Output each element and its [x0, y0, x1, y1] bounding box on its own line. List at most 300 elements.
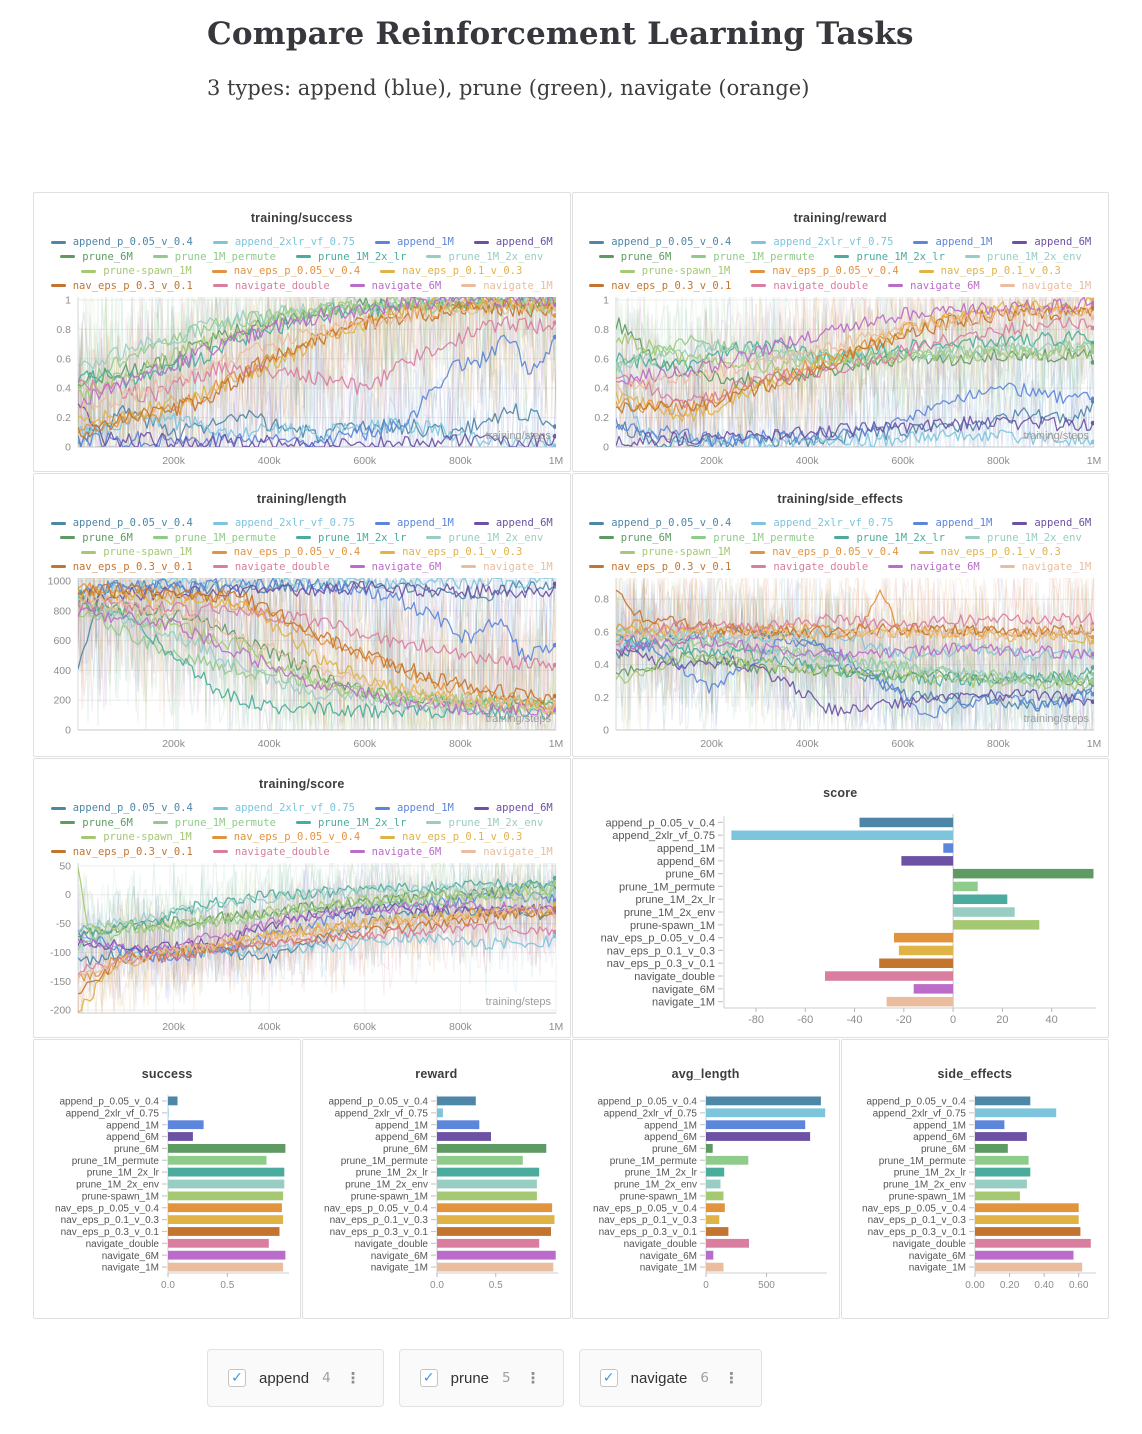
svg-text:0.8: 0.8 [594, 593, 610, 606]
legend-item: prune_6M [599, 532, 672, 544]
chart-canvas-training-reward[interactable] [573, 293, 1109, 472]
svg-text:prune_1M_2x_env: prune_1M_2x_env [345, 1179, 428, 1191]
svg-text:prune_1M_2x_env: prune_1M_2x_env [75, 1179, 159, 1191]
legend-item: nav_eps_p_0.05_v_0.4 [212, 546, 360, 558]
svg-text:-100: -100 [49, 946, 71, 959]
legend-swatch-icon [888, 565, 903, 568]
svg-text:0.6: 0.6 [594, 353, 610, 366]
legend-swatch-icon [296, 536, 311, 539]
svg-text:0.20: 0.20 [1000, 1280, 1020, 1291]
legend-swatch-icon [589, 241, 604, 244]
svg-text:prune-spawn_1M: prune-spawn_1M [889, 1191, 967, 1203]
svg-text:navigate_6M: navigate_6M [101, 1250, 159, 1262]
legend-swatch-icon [474, 807, 489, 810]
svg-text:600: 600 [53, 635, 71, 648]
legend-item: prune_1M_2x_env [426, 251, 543, 263]
run-group-label: navigate [630, 1369, 688, 1387]
page-subtitle: 3 types: append (blue), prune (green), navigate (orange) [207, 76, 810, 100]
panel-avg-length [572, 1039, 840, 1319]
legend-item: navigate_6M [350, 280, 442, 292]
svg-text:1M: 1M [1086, 455, 1102, 467]
legend-item: nav_eps_p_0.05_v_0.4 [750, 265, 898, 277]
svg-text:prune_6M: prune_6M [652, 1144, 698, 1155]
panel-title: reward [415, 1067, 458, 1081]
legend-swatch-icon [750, 551, 765, 554]
svg-text:navigate_double: navigate_double [892, 1238, 967, 1250]
chart-canvas-side-effects[interactable] [842, 1087, 1108, 1299]
legend-item: navigate_6M [888, 280, 980, 292]
svg-text:append_1M: append_1M [375, 1120, 428, 1132]
legend-swatch-icon [1012, 522, 1027, 525]
svg-text:prune_6M: prune_6M [382, 1144, 428, 1155]
svg-text:prune_1M_permute: prune_1M_permute [609, 1155, 698, 1167]
svg-text:prune_1M_2x_lr: prune_1M_2x_lr [894, 1167, 967, 1179]
legend-swatch-icon [81, 270, 96, 273]
legend-item: prune_6M [60, 817, 133, 829]
svg-text:navigate_double: navigate_double [623, 1238, 698, 1250]
legend-item: append_1M [913, 236, 992, 248]
run-group-selectors [207, 1349, 1142, 1407]
chart-canvas-training-success[interactable] [34, 293, 570, 472]
svg-text:training/steps: training/steps [485, 713, 551, 725]
legend-swatch-icon [589, 284, 604, 287]
legend-swatch-icon [834, 536, 849, 539]
svg-text:0.4: 0.4 [594, 659, 610, 672]
legend-swatch-icon [153, 821, 168, 824]
legend-swatch-icon [375, 807, 390, 810]
svg-text:-80: -80 [748, 1014, 765, 1026]
legend-swatch-icon [751, 241, 766, 244]
run-group-label: append [259, 1369, 310, 1387]
svg-text:600k: 600k [891, 738, 915, 750]
legend-item: prune_1M_2x_lr [834, 532, 945, 544]
svg-text:400k: 400k [796, 455, 819, 467]
checkbox-navigate[interactable] [600, 1369, 618, 1387]
legend-swatch-icon [213, 241, 228, 244]
run-group-count: 6 [700, 1370, 709, 1386]
legend-item: append_6M [1012, 236, 1091, 248]
legend-swatch-icon [212, 836, 227, 839]
svg-text:0.8: 0.8 [594, 323, 610, 336]
svg-text:training/steps: training/steps [485, 996, 551, 1008]
svg-text:prune_1M_2x_env: prune_1M_2x_env [624, 906, 716, 919]
run-group-label: prune [450, 1369, 490, 1387]
legend-item: nav_eps_p_0.1_v_0.3 [919, 546, 1061, 558]
panel-title: score [823, 786, 858, 800]
legend-item: prune_1M_2x_env [965, 251, 1082, 263]
svg-text:training/steps: training/steps [1023, 430, 1090, 442]
svg-text:append_6M: append_6M [105, 1132, 159, 1144]
chart-canvas-success[interactable] [34, 1087, 300, 1299]
svg-text:0.5: 0.5 [488, 1280, 503, 1291]
legend-swatch-icon [51, 807, 66, 810]
svg-text:nav_eps_p_0.1_v_0.3: nav_eps_p_0.1_v_0.3 [60, 1215, 159, 1227]
svg-text:0.6: 0.6 [56, 353, 71, 366]
svg-text:0.00: 0.00 [965, 1280, 986, 1291]
legend-item: prune_6M [599, 251, 672, 263]
legend-item: prune_6M [60, 532, 133, 544]
legend-swatch-icon [1000, 284, 1015, 287]
legend-item: nav_eps_p_0.3_v_0.1 [51, 561, 193, 573]
legend-swatch-icon [620, 270, 635, 273]
legend-swatch-icon [965, 536, 980, 539]
legend-swatch-icon [375, 522, 390, 525]
legend-swatch-icon [691, 536, 706, 539]
panel-title: training/success [250, 211, 353, 225]
legend-item: prune-spawn_1M [620, 546, 731, 558]
legend-item: navigate_1M [1000, 561, 1092, 573]
legend-item: append_p_0.05_v_0.4 [589, 517, 731, 529]
panel-reward [302, 1039, 570, 1319]
legend-swatch-icon [474, 241, 489, 244]
legend-item: navigate_double [213, 280, 330, 292]
legend-item: prune_1M_permute [153, 817, 276, 829]
legend-item: prune-spawn_1M [81, 831, 192, 843]
panel-side-effects [841, 1039, 1109, 1319]
svg-text:-150: -150 [49, 975, 71, 988]
run-group-card-append[interactable] [207, 1349, 384, 1407]
legend-item: append_1M [913, 517, 992, 529]
legend-item: prune_1M_2x_env [426, 532, 543, 544]
svg-text:navigate_1M: navigate_1M [909, 1262, 967, 1274]
svg-text:nav_eps_p_0.1_v_0.3: nav_eps_p_0.1_v_0.3 [329, 1215, 428, 1227]
svg-text:prune-spawn_1M: prune-spawn_1M [630, 919, 716, 932]
legend-item: append_2xlr_vf_0.75 [213, 517, 355, 529]
legend-item: nav_eps_p_0.05_v_0.4 [212, 831, 360, 843]
legend-item: prune_1M_permute [691, 532, 814, 544]
svg-text:navigate_double: navigate_double [634, 970, 716, 983]
panel-training-success [33, 192, 571, 472]
run-group-card-navigate[interactable] [579, 1349, 762, 1407]
kebab-menu-icon[interactable] [722, 1369, 741, 1387]
legend-swatch-icon [426, 536, 441, 539]
chart-canvas-reward[interactable] [303, 1087, 569, 1299]
legend-item: nav_eps_p_0.3_v_0.1 [589, 561, 731, 573]
legend-item: append_6M [474, 802, 553, 814]
run-group-count: 5 [502, 1370, 511, 1386]
legend-swatch-icon [426, 821, 441, 824]
legend-item: append_1M [375, 517, 454, 529]
svg-text:400k: 400k [257, 455, 281, 467]
legend-swatch-icon [212, 551, 227, 554]
svg-text:800k: 800k [448, 1021, 472, 1033]
svg-text:nav_eps_p_0.3_v_0.1: nav_eps_p_0.3_v_0.1 [60, 1227, 159, 1239]
legend-item: prune_1M_2x_lr [296, 251, 407, 263]
legend-swatch-icon [60, 821, 75, 824]
legend-swatch-icon [60, 255, 75, 258]
legend-item: prune-spawn_1M [81, 546, 192, 558]
svg-text:500: 500 [758, 1280, 775, 1291]
svg-text:600k: 600k [353, 738, 376, 750]
panel-title: avg_length [671, 1067, 740, 1081]
svg-text:0.40: 0.40 [1034, 1280, 1055, 1291]
legend-item: append_6M [1012, 517, 1091, 529]
run-group-card-prune[interactable] [399, 1349, 564, 1407]
svg-text:600k: 600k [353, 1021, 376, 1033]
svg-text:-20: -20 [896, 1014, 913, 1026]
svg-text:800: 800 [53, 605, 71, 618]
chart-legend [34, 516, 570, 574]
svg-text:0.6: 0.6 [594, 626, 610, 639]
svg-text:append_6M: append_6M [913, 1132, 967, 1144]
legend-swatch-icon [589, 522, 604, 525]
svg-text:append_p_0.05_v_0.4: append_p_0.05_v_0.4 [59, 1096, 159, 1108]
svg-text:append_2xlr_vf_0.75: append_2xlr_vf_0.75 [334, 1108, 428, 1120]
legend-item: nav_eps_p_0.3_v_0.1 [51, 846, 193, 858]
svg-text:append_6M: append_6M [644, 1132, 698, 1144]
legend-item: navigate_double [213, 561, 330, 573]
legend-item: prune_6M [60, 251, 133, 263]
panel-score [572, 758, 1110, 1038]
legend-item: nav_eps_p_0.05_v_0.4 [750, 546, 898, 558]
chart-canvas-score[interactable] [573, 808, 1109, 1034]
svg-text:50: 50 [59, 860, 71, 873]
page-title: Compare Reinforcement Learning Tasks [207, 16, 914, 52]
svg-text:200: 200 [53, 694, 71, 707]
legend-item: append_2xlr_vf_0.75 [751, 517, 893, 529]
svg-text:0.5: 0.5 [219, 1280, 234, 1291]
svg-text:prune_1M_permute: prune_1M_permute [879, 1155, 967, 1167]
legend-item: append_p_0.05_v_0.4 [589, 236, 731, 248]
chart-legend [34, 235, 570, 293]
legend-swatch-icon [620, 551, 635, 554]
panel-title: success [141, 1067, 193, 1081]
legend-swatch-icon [213, 565, 228, 568]
legend-item: prune_1M_2x_lr [296, 817, 407, 829]
svg-text:append_p_0.05_v_0.4: append_p_0.05_v_0.4 [597, 1096, 698, 1108]
legend-item: nav_eps_p_0.1_v_0.3 [919, 265, 1061, 277]
legend-swatch-icon [965, 255, 980, 258]
run-group-count: 4 [322, 1370, 331, 1386]
svg-text:800k: 800k [448, 738, 472, 750]
legend-swatch-icon [153, 536, 168, 539]
svg-text:prune_1M_permute: prune_1M_permute [619, 881, 716, 894]
legend-swatch-icon [474, 522, 489, 525]
legend-item: navigate_1M [461, 561, 553, 573]
panel-title: training/reward [793, 211, 887, 225]
svg-text:0.0: 0.0 [429, 1280, 444, 1291]
svg-text:600k: 600k [353, 455, 376, 467]
svg-text:prune-spawn_1M: prune-spawn_1M [81, 1191, 159, 1203]
svg-text:1: 1 [64, 294, 71, 307]
panel-success [33, 1039, 301, 1319]
legend-swatch-icon [60, 536, 75, 539]
legend-item: prune_1M_permute [691, 251, 814, 263]
chart-legend [573, 516, 1109, 574]
svg-text:navigate_1M: navigate_1M [639, 1262, 698, 1274]
svg-text:navigate_1M: navigate_1M [101, 1262, 159, 1274]
svg-text:nav_eps_p_0.3_v_0.1: nav_eps_p_0.3_v_0.1 [598, 1227, 698, 1239]
svg-text:navigate_1M: navigate_1M [652, 996, 716, 1009]
svg-text:200k: 200k [700, 738, 724, 750]
svg-text:0.60: 0.60 [1069, 1280, 1089, 1291]
legend-swatch-icon [1000, 565, 1015, 568]
svg-text:nav_eps_p_0.3_v_0.1: nav_eps_p_0.3_v_0.1 [329, 1227, 428, 1239]
svg-text:40: 40 [1045, 1014, 1059, 1026]
legend-swatch-icon [51, 522, 66, 525]
svg-text:1M: 1M [548, 1021, 564, 1033]
legend-item: nav_eps_p_0.1_v_0.3 [380, 831, 522, 843]
checkbox-append[interactable] [228, 1369, 246, 1387]
svg-text:0: 0 [64, 889, 71, 902]
legend-swatch-icon [461, 565, 476, 568]
chart-legend [34, 801, 570, 859]
svg-text:navigate_6M: navigate_6M [652, 983, 716, 996]
legend-item: append_p_0.05_v_0.4 [51, 802, 193, 814]
legend-item: nav_eps_p_0.05_v_0.4 [212, 265, 360, 277]
legend-swatch-icon [213, 522, 228, 525]
svg-text:0.2: 0.2 [594, 412, 610, 425]
legend-item: append_1M [375, 802, 454, 814]
svg-text:append_1M: append_1M [913, 1120, 967, 1132]
kebab-menu-icon[interactable] [524, 1369, 543, 1387]
svg-text:navigate_double: navigate_double [85, 1238, 159, 1250]
legend-swatch-icon [213, 850, 228, 853]
panel-training-score [33, 758, 571, 1038]
svg-text:400k: 400k [257, 738, 281, 750]
legend-swatch-icon [691, 255, 706, 258]
legend-swatch-icon [81, 836, 96, 839]
svg-text:0.4: 0.4 [594, 382, 610, 395]
svg-text:navigate_1M: navigate_1M [370, 1262, 428, 1274]
svg-text:-60: -60 [797, 1014, 814, 1026]
legend-swatch-icon [212, 270, 227, 273]
svg-text:append_2xlr_vf_0.75: append_2xlr_vf_0.75 [612, 830, 716, 843]
legend-item: navigate_6M [350, 561, 442, 573]
legend-item: append_p_0.05_v_0.4 [51, 236, 193, 248]
svg-text:navigate_6M: navigate_6M [909, 1250, 967, 1262]
svg-text:prune_1M_2x_lr: prune_1M_2x_lr [624, 1167, 698, 1179]
legend-swatch-icon [599, 255, 614, 258]
panel-title: training/length [256, 492, 347, 506]
svg-text:append_p_0.05_v_0.4: append_p_0.05_v_0.4 [605, 817, 716, 830]
legend-item: nav_eps_p_0.3_v_0.1 [51, 280, 193, 292]
legend-item: navigate_double [213, 846, 330, 858]
chart-canvas-training-side-effects[interactable] [573, 574, 1109, 757]
svg-text:1M: 1M [548, 738, 564, 750]
legend-swatch-icon [380, 551, 395, 554]
svg-text:training/steps: training/steps [1023, 713, 1090, 725]
legend-swatch-icon [1012, 241, 1027, 244]
svg-text:prune_6M: prune_6M [921, 1144, 967, 1155]
legend-swatch-icon [751, 565, 766, 568]
svg-text:navigate_double: navigate_double [354, 1238, 428, 1250]
svg-text:0.8: 0.8 [56, 323, 71, 336]
legend-swatch-icon [888, 284, 903, 287]
svg-text:200k: 200k [161, 455, 185, 467]
svg-text:600k: 600k [891, 455, 915, 467]
svg-text:0: 0 [703, 1280, 709, 1291]
legend-swatch-icon [296, 821, 311, 824]
chart-canvas-training-length[interactable] [34, 574, 570, 757]
kebab-menu-icon[interactable] [344, 1369, 363, 1387]
panel-training-side-effects [572, 473, 1110, 757]
svg-text:prune_6M: prune_6M [665, 868, 716, 881]
svg-text:prune_1M_2x_lr: prune_1M_2x_lr [355, 1167, 428, 1179]
chart-legend [573, 235, 1109, 293]
svg-text:nav_eps_p_0.05_v_0.4: nav_eps_p_0.05_v_0.4 [593, 1203, 698, 1215]
legend-swatch-icon [380, 270, 395, 273]
legend-item: nav_eps_p_0.1_v_0.3 [380, 546, 522, 558]
svg-text:prune_1M_permute: prune_1M_permute [71, 1155, 159, 1167]
legend-swatch-icon [296, 255, 311, 258]
svg-text:-200: -200 [49, 1004, 71, 1017]
svg-text:prune-spawn_1M: prune-spawn_1M [619, 1191, 698, 1203]
svg-text:append_p_0.05_v_0.4: append_p_0.05_v_0.4 [866, 1096, 967, 1108]
legend-swatch-icon [834, 255, 849, 258]
checkbox-prune[interactable] [420, 1369, 438, 1387]
panel-title: side_effects [937, 1067, 1013, 1081]
legend-swatch-icon [751, 522, 766, 525]
svg-text:200k: 200k [700, 455, 724, 467]
legend-swatch-icon [461, 284, 476, 287]
svg-text:0.0: 0.0 [160, 1280, 175, 1291]
legend-swatch-icon [213, 284, 228, 287]
legend-swatch-icon [461, 850, 476, 853]
legend-item: navigate_double [751, 561, 868, 573]
legend-swatch-icon [919, 551, 934, 554]
svg-text:prune_6M: prune_6M [113, 1144, 159, 1155]
svg-text:append_2xlr_vf_0.75: append_2xlr_vf_0.75 [603, 1108, 698, 1120]
svg-text:-50: -50 [55, 918, 71, 931]
panel-grid [33, 192, 1109, 1319]
svg-text:800k: 800k [987, 738, 1011, 750]
svg-text:nav_eps_p_0.3_v_0.1: nav_eps_p_0.3_v_0.1 [867, 1227, 967, 1239]
panel-title: training/score [259, 777, 345, 791]
legend-item: prune_1M_2x_env [426, 817, 543, 829]
legend-swatch-icon [350, 284, 365, 287]
legend-swatch-icon [51, 284, 66, 287]
svg-text:200k: 200k [161, 1021, 185, 1033]
svg-text:training/steps: training/steps [485, 430, 551, 442]
legend-item: nav_eps_p_0.1_v_0.3 [380, 265, 522, 277]
legend-swatch-icon [919, 270, 934, 273]
svg-text:navigate_6M: navigate_6M [370, 1250, 428, 1262]
legend-swatch-icon [51, 850, 66, 853]
svg-text:prune-spawn_1M: prune-spawn_1M [350, 1191, 428, 1203]
legend-item: append_2xlr_vf_0.75 [213, 236, 355, 248]
svg-text:append_6M: append_6M [375, 1132, 428, 1144]
legend-item: navigate_1M [461, 280, 553, 292]
svg-text:20: 20 [996, 1014, 1009, 1026]
legend-item: prune_1M_permute [153, 251, 276, 263]
svg-text:0.2: 0.2 [594, 691, 610, 704]
legend-swatch-icon [51, 565, 66, 568]
chart-canvas-avg-length[interactable] [573, 1087, 839, 1299]
svg-text:-40: -40 [846, 1014, 863, 1026]
legend-swatch-icon [153, 255, 168, 258]
legend-item: prune_1M_2x_lr [296, 532, 407, 544]
panel-training-reward [572, 192, 1110, 472]
legend-swatch-icon [81, 551, 96, 554]
svg-text:append_2xlr_vf_0.75: append_2xlr_vf_0.75 [65, 1108, 159, 1120]
svg-text:0: 0 [64, 441, 71, 454]
svg-text:prune_1M_2x_lr: prune_1M_2x_lr [635, 894, 716, 907]
legend-swatch-icon [213, 807, 228, 810]
legend-swatch-icon [375, 241, 390, 244]
svg-text:400k: 400k [257, 1021, 281, 1033]
svg-text:0.2: 0.2 [56, 412, 71, 425]
legend-swatch-icon [426, 255, 441, 258]
svg-text:append_1M: append_1M [657, 842, 716, 855]
svg-text:append_6M: append_6M [657, 855, 716, 868]
legend-item: append_6M [474, 517, 553, 529]
svg-text:200k: 200k [161, 738, 185, 750]
svg-text:1: 1 [603, 294, 610, 307]
legend-item: navigate_double [751, 280, 868, 292]
chart-canvas-training-score[interactable] [34, 859, 570, 1038]
svg-text:nav_eps_p_0.05_v_0.4: nav_eps_p_0.05_v_0.4 [600, 932, 716, 945]
